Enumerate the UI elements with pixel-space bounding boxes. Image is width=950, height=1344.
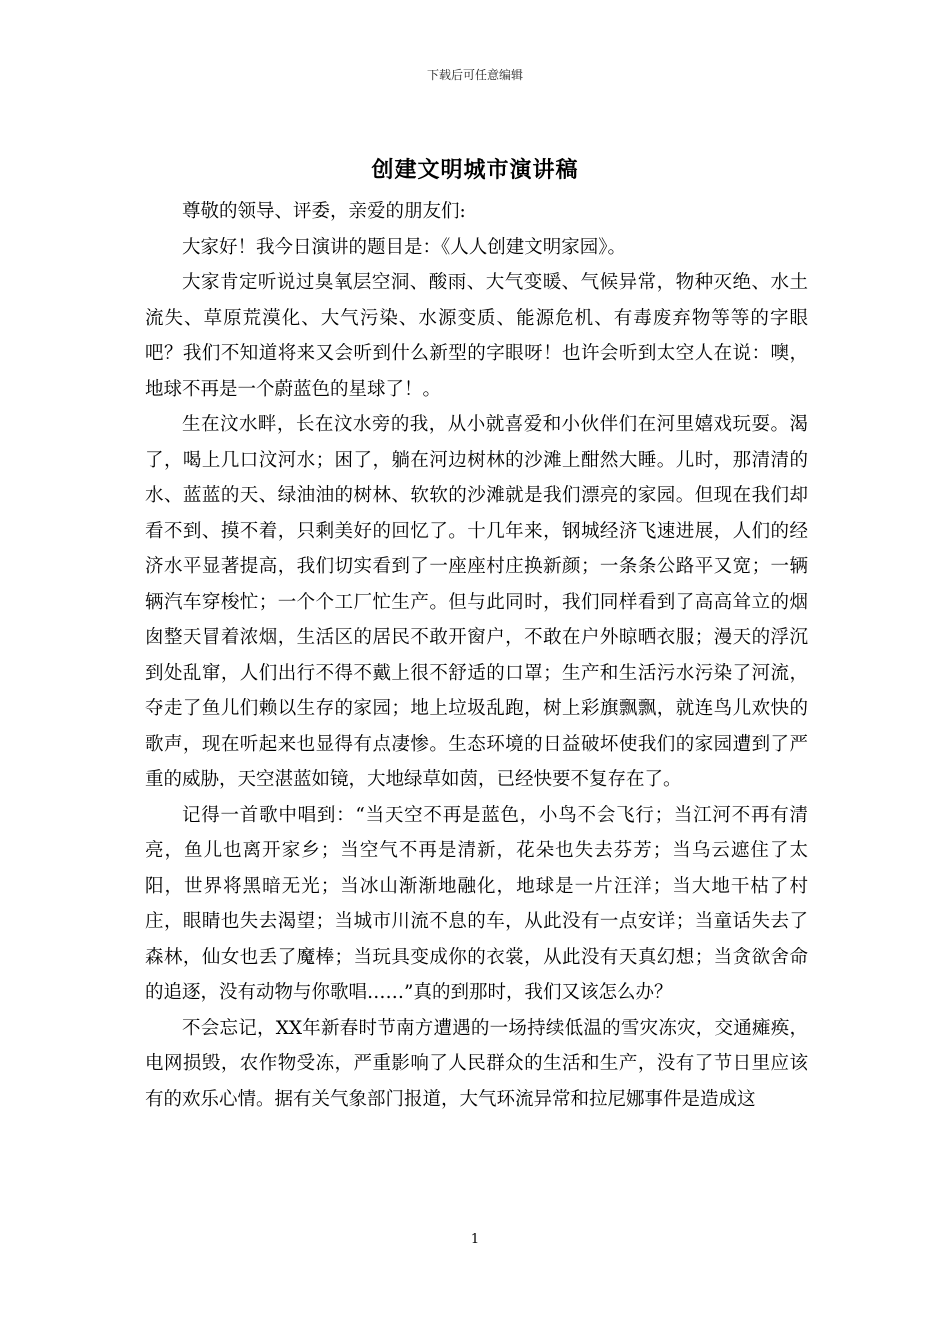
paragraph-hometown: 生在汶水畔，长在汶水旁的我，从小就喜爱和小伙伴们在河里嬉戏玩耍。渴了，喝上几口汶河水；困了，躺在河边树林的沙滩上酣然大睡。儿时，那清清的水、蓝蓝的天、绿油油的树林、软软的沙滩就是我们漂亮的家园。但现在我们却看不到、摸不着，只剩美好的回忆了。十几年来，钢城经济飞速进展，人们的经济水平显著提高，我们切实看到了一座座村庄换新颜；一条条公路平又宽；一辆辆汽车穿梭忙；一个个工厂忙生产。但与此同时，我们同样看到了高高耸立的烟囱整天冒着浓烟，生活区的居民不敢开窗户，不敢在户外晾晒衣服；漫天的浮沉到处乱窜，人们出行不得不戴上很不舒适的口罩；生产和生活污水污染了河流，夺走了鱼儿们赖以生存的家园；地上垃圾乱跑，树上彩旗飘飘，就连鸟儿欢快的歌声，现在听起来也显得有点凄惨。生态环境的日益破坏使我们的家园遭到了严重的威胁，天空湛蓝如镜，大地绿草如茵，已经快要不复存在了。 bbox=[145, 414, 808, 790]
document-body bbox=[145, 194, 808, 1117]
paragraph-salutation: 尊敬的领导、评委，亲爱的朋友们: bbox=[182, 201, 466, 222]
paragraph-snow-disaster: 不会忘记，XX年新春时节南方遭遇的一场持续低温的雪灾冻灾，交通瘫痪，电网损毁，农作物受冻，严重影响了人民群众的生活和生产，没有了节日里应该有的欢乐心情。据有关气象部门报道，大气环流异常和拉尼娜事件是造成这 bbox=[145, 1017, 808, 1110]
paragraph-environment-issues: 大家肯定听说过臭氧层空洞、酸雨、大气变暖、气候异常，物种灭绝、水土流失、草原荒漠化、大气污染、水源变质、能源危机、有毒废弃物等等的字眼吧？我们不知道将来又会听到什么新型的字眼呀！也许会听到太空人在说：噢，地球不再是一个蔚蓝色的星球了！。 bbox=[145, 272, 808, 400]
paragraph-greeting: 大家好！我今日演讲的题目是：《人人创建文明家园》。 bbox=[182, 236, 627, 258]
document-title: 创建文明城市演讲稿 bbox=[371, 157, 579, 183]
header-note: 下载后可任意编辑 bbox=[426, 68, 523, 82]
paragraph-song-quote: 记得一首歌中唱到：“当天空不再是蓝色，小鸟不会飞行；当江河不再有清亮，鱼儿也离开家乡；当空气不再是清新，花朵也失去芬芳；当乌云遮住了太阳，世界将黑暗无光；当冰山渐渐地融化，地球是一片汪洋；当大地干枯了村庄，眼睛也失去渴望；当城市川流不息的车，从此没有一点安详；当童话失去了森林，仙女也丢了魔棒；当玩具变成你的衣裳，从此没有天真幻想；当贪欲舍命的追逐，没有动物与你歌唱……”真的到那时，我们又该怎么办？ bbox=[145, 804, 808, 1003]
page-number: 1 bbox=[470, 1232, 480, 1247]
